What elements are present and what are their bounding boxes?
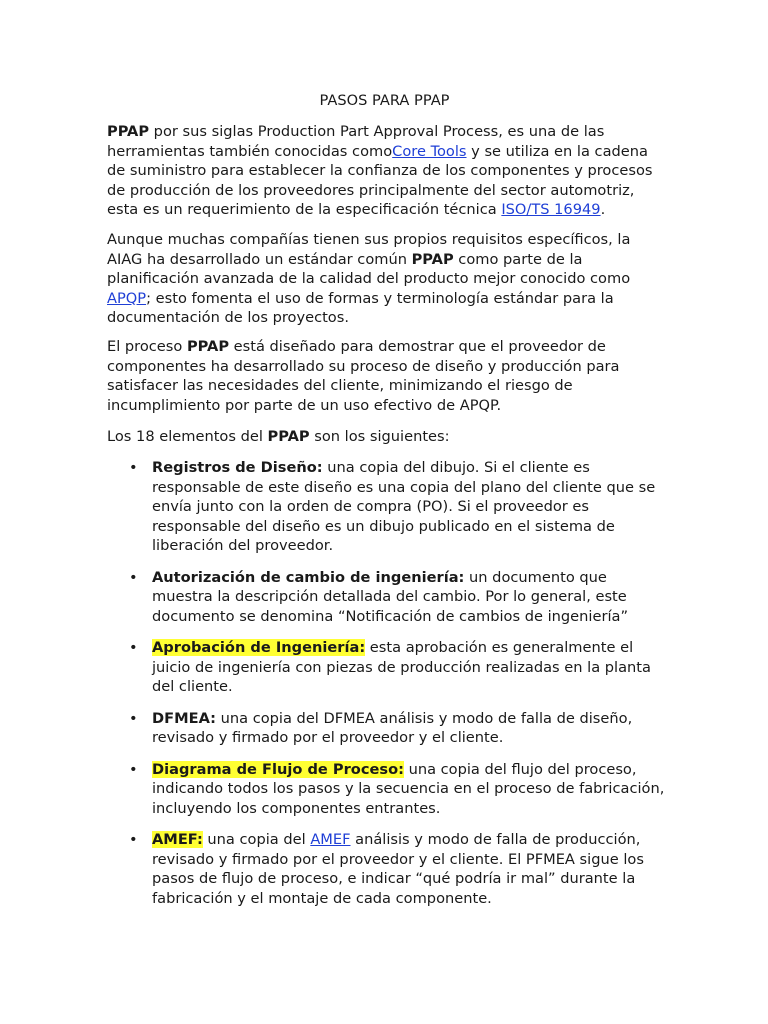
- element-term-highlighted: Diagrama de Flujo de Proceso:: [152, 760, 404, 778]
- element-description: un documento que muestra la descripción detallada del cambio. Por lo general, este documento se denomina “Notificación de cambios de ingeniería”: [152, 568, 628, 625]
- paragraph-text: ; esto fomenta el uso de formas y terminología estándar para la documentación de los proyectos.: [107, 289, 614, 326]
- term-ppap: PPAP: [186, 338, 230, 355]
- link-iso-ts-16949[interactable]: ISO/TS 16949: [501, 201, 601, 218]
- link-amef[interactable]: AMEF: [310, 831, 351, 848]
- bullet-icon: •: [129, 831, 138, 848]
- element-description: esta aprobación es generalmente el juicio de ingeniería con piezas de producción realizadas en la planta del cliente.: [152, 639, 651, 695]
- list-item: [107, 568, 667, 627]
- paragraph-text: .: [600, 201, 606, 218]
- bullet-icon: •: [129, 568, 138, 586]
- paragraph-text: El proceso: [107, 338, 187, 355]
- list-item: [107, 458, 667, 556]
- list-item: [107, 830, 667, 908]
- paragraph-text: como parte de la planificación avanzada de la calidad del producto mejor conocido como: [107, 250, 631, 287]
- link-apqp[interactable]: APQP: [107, 289, 147, 307]
- element-term: Autorización de cambio de ingeniería:: [152, 568, 465, 586]
- paragraph-elements-intro: [107, 427, 667, 447]
- page-title: PASOS PARA PPAP: [319, 92, 450, 109]
- paragraph-text: Aunque muchas compañías tienen sus propios requisitos específicos, la AIAG ha desarrollado un estándar común: [107, 231, 631, 268]
- element-term-highlighted: AMEF:: [152, 831, 203, 848]
- paragraph-intro: [107, 122, 667, 220]
- element-description: una copia del flujo del proceso, indicando todos los pasos y la secuencia en el proceso de fabricación, incluyendo los componentes entrantes.: [152, 760, 665, 817]
- paragraph-text: son los siguientes:: [309, 428, 450, 445]
- bullet-icon: •: [129, 709, 138, 727]
- element-term-highlighted: Aprobación de Ingeniería:: [152, 639, 366, 656]
- elements-list: [107, 458, 667, 908]
- paragraph-text: por sus siglas Production Part Approval Process, es una de las herramientas también conocidas como: [107, 123, 605, 160]
- paragraph-text: Los 18 elementos del: [107, 428, 268, 445]
- link-core-tools[interactable]: Core Tools: [392, 142, 467, 160]
- list-item: [107, 709, 667, 748]
- element-term: Registros de Diseño:: [152, 459, 323, 476]
- element-description: análisis y modo de falla de producción, revisado y firmado por el proveedor y el cliente. El PFMEA sigue los pasos de flujo de proceso, e indicar “qué podría ir mal” durante la fabricación y el montaje de cada componente.: [152, 831, 644, 907]
- bullet-icon: •: [129, 459, 138, 476]
- bullet-icon: •: [129, 639, 138, 656]
- element-term: DFMEA:: [152, 709, 216, 727]
- list-item: [107, 760, 667, 819]
- paragraph-text: está diseñado para demostrar que el proveedor de componentes ha desarrollado su proceso de diseño y producción para satisfacer las necesidades del cliente, minimizando el riesgo de incumplimiento por parte de un uso efectivo de APQP.: [107, 338, 620, 414]
- element-description: una copia del DFMEA análisis y modo de falla de diseño, revisado y firmado por el proveedor y el cliente.: [152, 709, 633, 746]
- element-description: una copia del: [202, 831, 311, 848]
- bullet-icon: •: [129, 760, 138, 778]
- element-description: una copia del dibujo. Si el cliente es responsable de este diseño es una copia del plano del cliente que se envía junto con la orden de compra (PO). Si el proveedor es responsable del diseño es un dibujo publicado en el sistema de liberación del proveedor.: [152, 459, 656, 554]
- term-ppap: PPAP: [267, 428, 310, 445]
- list-item: [107, 638, 667, 697]
- paragraph-process: [107, 337, 667, 415]
- paragraph-text: y se utiliza en la cadena de suministro para establecer la confianza de los componentes y procesos de producción de los proveedores principalmente del sector automotriz, esta es un requerimiento de la especificación técnica: [107, 142, 653, 218]
- paragraph-aiag: [107, 230, 667, 328]
- term-ppap: PPAP: [411, 250, 454, 268]
- term-ppap: PPAP: [107, 123, 150, 140]
